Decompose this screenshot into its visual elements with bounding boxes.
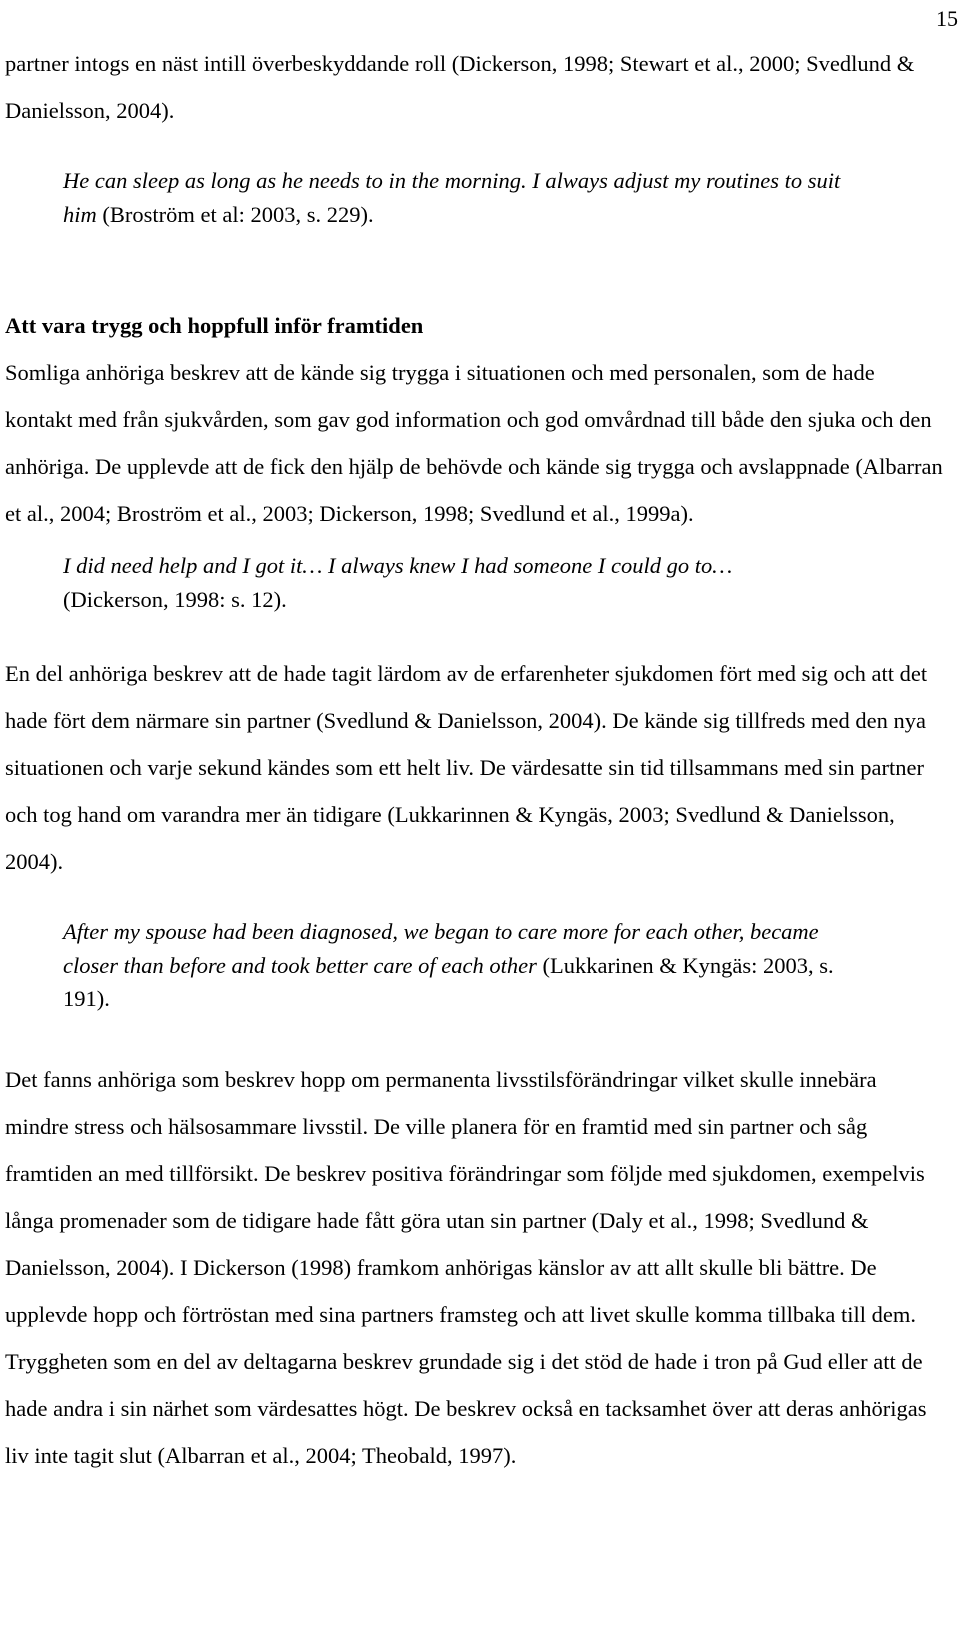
quote-text: I did need help and I got it… I always knew I had someone I could go to… <box>63 553 733 578</box>
paragraph-hope: Det fanns anhöriga som beskrev hopp om permanenta livsstilsförändringar vilket skulle innebära mindre stress och hälsosammare livsstil. De ville planera för en framtid med sin partner och såg framtiden an med tillförsikt. De beskrev positiva förändringar som följde med sjukdomen, exempelvis långa promenader som de tidigare hade fått göra utan sin partner (Daly et al., 1998; Svedlund & Danielsson, 2004). I Dickerson (1998) framkom anhörigas känslor av att allt skulle bli bättre. De upplevde hopp och förtröstan med sina partners framsteg och att livet skulle komma tillbaka till dem. Tryggheten som en del av deltagarna beskrev grundade sig i det stöd de hade i tron på Gud eller att de hade andra i sin närhet som värdesattes högt. De beskrev också en tacksamhet över att deras anhörigas liv inte tagit slut (Albarran et al., 2004; Theobald, 1997). <box>5 1066 927 1468</box>
quote-citation: (Lukkarinen & Kyngäs: 2003, s. 191). <box>63 952 834 1011</box>
block-quote-1 <box>63 164 843 231</box>
paragraph-continuation: partner intogs en näst intill överbeskyddande roll (Dickerson, 1998; Stewart et al., 2000; Svedlund & Danielsson, 2004). <box>5 51 915 123</box>
page-number: 15 <box>936 6 958 31</box>
section-heading: Att vara trygg och hoppfull inför framtiden <box>5 313 424 338</box>
block-quote-2 <box>63 549 843 616</box>
paragraph-lessons: En del anhöriga beskrev att de hade tagit lärdom av de erfarenheter sjukdomen fört med sig och att det hade fört dem närmare sin partner (Svedlund & Danielsson, 2004). De kände sig tillfreds med den nya situationen och varje sekund kändes som ett helt liv. De värdesatte sin tid tillsammans med sin partner och tog hand om varandra mer än tidigare (Lukkarinnen & Kyngäs, 2003; Svedlund & Danielsson, 2004). <box>5 661 928 874</box>
quote-text: After my spouse had been diagnosed, we began to care more for each other, became closer than before and took better care of each other <box>63 919 819 978</box>
quote-citation: (Dickerson, 1998: s. 12). <box>63 586 287 612</box>
document-body <box>5 51 945 1479</box>
paragraph-safety: Somliga anhöriga beskrev att de kände sig trygga i situationen och med personalen, som de hade kontakt med från sjukvården, som gav god information och god omvårdnad till både den sjuka och den anhöriga. De upplevde att de fick den hjälp de behövde och kände sig trygga och avslappnade (Albarran et al., 2004; Broström et al., 2003; Dickerson, 1998; Svedlund et al., 1999a). <box>5 360 943 526</box>
quote-citation: (Broström et al: 2003, s. 229). <box>96 201 374 227</box>
block-quote-3 <box>63 915 843 1016</box>
quote-text: He can sleep as long as he needs to in the morning. I always adjust my routines to suit him <box>63 168 841 227</box>
